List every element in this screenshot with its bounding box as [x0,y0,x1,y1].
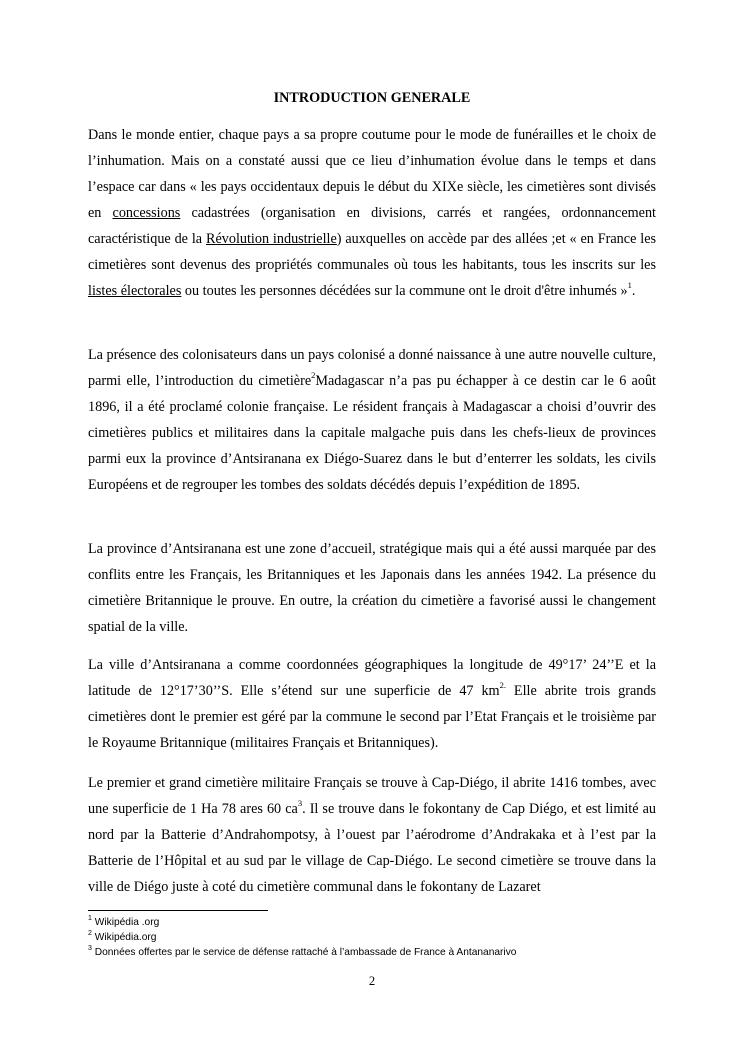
link-concessions[interactable]: concessions [112,205,181,221]
footnote: $^2$ Wikipédia.org [88,929,157,943]
link-listes-electorales[interactable]: listes électorales [88,283,182,299]
footnote: $^3$ Données offertes par le service de défense rattaché à l’ambassade de France à Antananarivo [88,944,517,958]
superscript-2: 2. [499,680,506,691]
footnote-separator [88,910,268,911]
link-revolution-industrielle[interactable]: Révolution industrielle [206,231,337,247]
paragraph-1: Dans le monde entier, chaque pays a sa propre coutume pour le mode de funérailles et le choix de l’inhumation. Mais on a constaté aussi que ce lieu d’inhumation évolue dans le temps et dans l’espace car dans « les pays occidentaux depuis le début du XIXe siècle, les cimetières sont divisés en concessions cadastrées (organisation en divisions, carrés et rangées, ordonnancement caractéristique de la Révolution industrielle) auxquelles on accède par des allées ;et « en France les cimetières sont devenus des propriétés communales où tous les habitants, tous les inscrits sur les listes électorales ou toutes les personnes décédées sur la commune ont le droit d'être inhumés »$^1$. [88,127,657,299]
paragraph-3: La province d’Antsiranana est une zone d’accueil, stratégique mais qui a été aussi marquée par des conflits entre les Français, les Britanniques et les Japonais dans les années 1942. La présence du cimetière Britannique le prouve. En outre, la création du cimetière a favorisé aussi le changement spatial de la ville. [88,541,656,635]
footnote: $^1$ Wikipédia .org [88,914,160,928]
footnote-ref-1: 1 [627,280,632,291]
footnote-ref-2: 2 [311,370,316,381]
paragraph-5: Le premier et grand cimetière militaire Français se trouve à Cap-Diégo, il abrite 1416 tombes, avec une superficie de 1 Ha 78 ares 60 $ca^3$. Il se trouve dans le fokontany de Cap Diégo, et est limité au nord par la Batterie d’Andrahompotsy, à l’ouest par l’aérodrome d’Andrakaka et à l’est par la Batterie de l’Hôpital et au sud par le village de Cap-Diégo. Le second cimetière se trouve dans la ville de Diégo juste à coté du cimetière communal dans le fokontany de Lazaret [88,775,656,895]
footnote-ref-3: 3 [297,798,303,809]
page-title: INTRODUCTION GENERALE [273,90,471,106]
footnotes [88,915,656,960]
page-number: 2 [368,974,376,988]
paragraph-4: La ville d’Antsiranana a comme coordonnées géographiques la longitude de 49°17’ 24’’E et la latitude de 12°17’30’’S. Elle s’étend sur une superficie de 47 $km^{2.}$ Elle abrite trois grands cimetières dont le premier est géré par la commune le second par l’Etat Français et le troisième par le Royaume Britannique (militaires Français et Britanniques). [88,657,656,751]
paragraph-2: La présence des colonisateurs dans un pays colonisé a donné naissance à une autre nouvelle culture, parmi elle, l’introduction du cimetière$^2$Madagascar n’a pas pu échapper à ce destin car le 6 août 1896, il a été proclamé colonie française. Le résident français à Madagascar a choisi d’ouvrir des cimetières publics et militaires dans la capitale malgache puis dans les chefs-lieux de provinces parmi eux la province d’Antsiranana ex Diégo-Suarez dans le but d’enterrer les soldats, les civils Européens et de regrouper les tombes des soldats décédés depuis l’expédition de 1895. [88,347,656,493]
